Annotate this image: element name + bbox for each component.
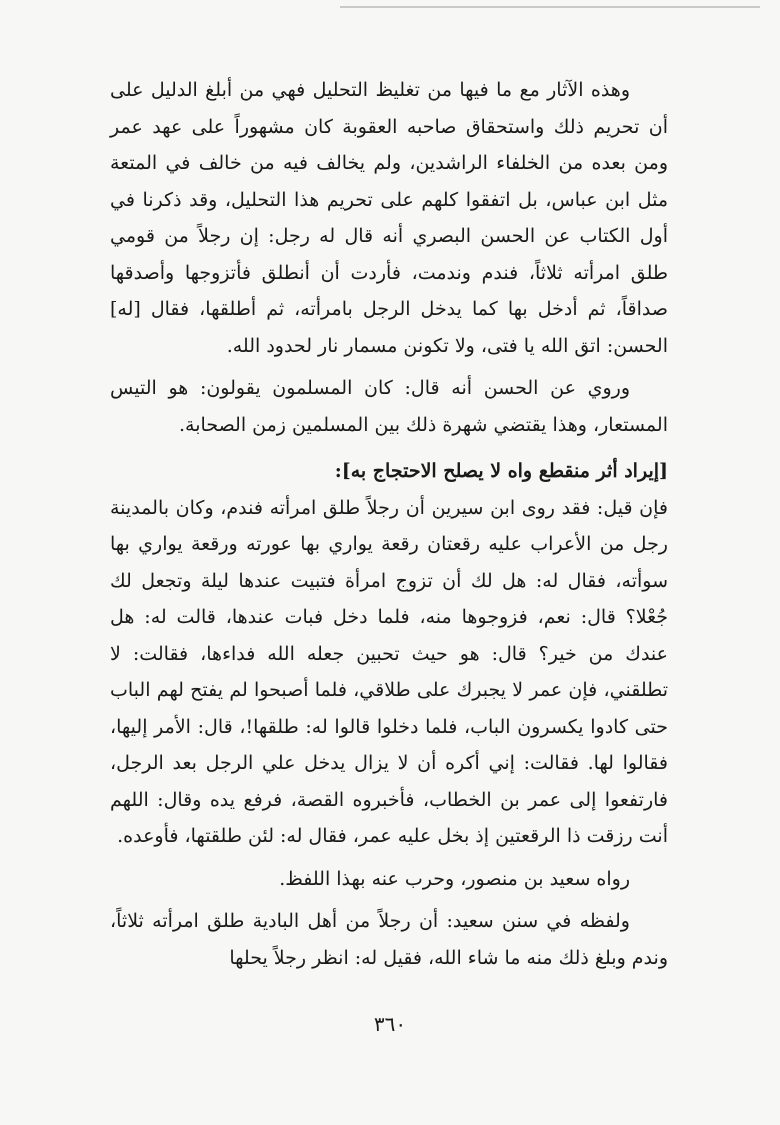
paragraph-narration-source: رواه سعيد بن منصور، وحرب عنه بهذا اللفظ. bbox=[279, 867, 630, 890]
header-rule bbox=[340, 6, 760, 8]
paragraph-sunan-said: ولفظه في سنن سعيد: أن رجلاً من أهل البادية طلق امرأته ثلاثاً، وندم وبلغ ذلك منه ما شاء الله، فقيل له: انظر رجلاً يحلها bbox=[110, 910, 668, 969]
paragraph-ibn-sirin: فإن قيل: فقد روى ابن سيرين أن رجلاً طلق امرأته فندم، وكان بالمدينة رجل من الأعراب عليه رقعتان رقعة يواري بها عورته ورقعة يواري بها سوأته، فقال له: هل لك أن تزوج امرأة فتبيت عندها ليلة وتجعل لك جُعْلا؟ قال: نعم، فزوجوها منه، فلما دخل فبات عندها، قالت له: هل عندك من خير؟ قال: هو حيث تحبين جعله الله فداءها، فقالت: لا تطلقني، فإن عمر لا يجبرك على طلاقي، فلما أصبحوا لم يفتح لهم الباب حتى كادوا يكسرون الباب، فلما دخلوا قالوا له: طلقها!، قال: الأمر إليها، فقالوا لها. فقالت: إني أكره أن لا يزال يدخل علي الرجل بعد الرجل، فارتفعوا إلى عمر بن الخطاب، فأخبروه القصة، فرفع يده وقال: اللهم أنت رزقت ذا الرقعتين إذ بخل عليه عمر، فقال له: لئن طلقتها، فأوعده. bbox=[110, 496, 668, 847]
page-number: ٣٦٠ bbox=[373, 1012, 407, 1036]
page-body bbox=[110, 72, 668, 976]
paragraph-athar: وهذه الآثار مع ما فيها من تغليظ التحليل فهي من أبلغ الدليل على أن تحريم ذلك واستحقاق صاحبه العقوبة كان مشهوراً على عهد عمر ومن بعده من الخلفاء الراشدين، ولم يخالف فيه من خالف في المتعة مثل ابن عباس، بل اتفقوا كلهم على تحريم هذا التحليل، وقد ذكرنا في أول الكتاب عن الحسن البصري أنه قال له رجل: إن رجلاً من قومي طلق امرأته ثلاثاً، فندم وندمت، فأردت أن أنطلق فأتزوجها وأصدقها صداقاً، ثم أدخل بها كما يدخل الرجل بامرأته، ثم أطلقها، فقال [له] الحسن: اتق الله يا فتى، ولا تكونن مسمار نار لحدود الله. bbox=[110, 79, 668, 357]
section-heading: [إيراد أثر منقطع واه لا يصلح الاحتجاج به]: bbox=[334, 460, 668, 482]
paragraph-hasan: وروي عن الحسن أنه قال: كان المسلمون يقولون: هو التيس المستعار، وهذا يقتضي شهرة ذلك بين المسلمين زمن الصحابة. bbox=[110, 377, 668, 436]
